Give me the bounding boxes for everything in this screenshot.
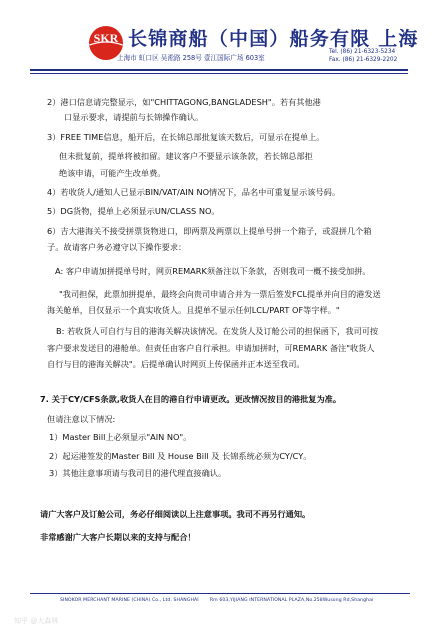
notice-3: 3）其他注意事项请与我司目的港代理直接确认。 bbox=[49, 468, 227, 478]
footer-company: SINOKOR MERCHANT MARINE (CHINA) Co., Ltd. SHANGHAI bbox=[60, 598, 199, 603]
item-7-title: 7. 关于CY/CFS条款,收货人在目的港自行申请更改。更改情况按目的港批复为准。 bbox=[40, 394, 342, 404]
contact-info bbox=[329, 48, 397, 64]
header-rule-thick bbox=[30, 69, 408, 71]
notice-2: 2）起运港签发的Master Bill 及 House Bill 及 长锦系统必须为CY/CY。 bbox=[49, 451, 312, 461]
footer bbox=[60, 598, 373, 603]
notice-1: 1）Master Bill上必须显示"AIN NO"。 bbox=[49, 432, 192, 442]
item-6-line-2: 子。故请客户务必遵守以下操作要求： bbox=[47, 242, 187, 252]
option-b-line-1: B: 若收货人可自行与目的港海关解决该情况。在发货人及订舱公司的担保函下，我司可按 bbox=[56, 326, 379, 336]
item-3-line-3: 绝该申请，可能产生改单费。 bbox=[59, 168, 166, 178]
item-3-line-1: 3）FREE TIME信息，船开后，在长锦总部批复该天数后，可显示在提单上。 bbox=[47, 132, 325, 142]
closing-line-2: 非常感谢广大客户长期以来的支持与配合！ bbox=[40, 532, 196, 542]
logo-text: SKR bbox=[93, 31, 119, 45]
footer-rule bbox=[30, 593, 410, 594]
option-a: A: 客户申请加拼提单号时，网页REMARK须备注以下条款，否则我司一概不接受加拼。 bbox=[55, 266, 371, 276]
company-address: 上海市 虹口区 吴淞路 258号 壹江国际广场 603室 bbox=[117, 54, 265, 62]
watermark: 知乎 @大森林 bbox=[14, 617, 59, 625]
tel: Tel. (86) 21-6323-5234 bbox=[329, 49, 396, 55]
header-rule-thin bbox=[30, 73, 408, 74]
closing-line-1: 请广大客户及订舱公司，务必仔细阅读以上注意事项。我司不再另行通知。 bbox=[40, 509, 311, 519]
item-5: 5）DG货物，提单上必须显示UN/CLASS NO。 bbox=[47, 206, 220, 216]
footer-address: Rm 603,YIJIANG INTERNATIONAL PLAZA,No.258Wusong Rd,Shanghai bbox=[209, 598, 374, 603]
guarantee-quote-line-1: "我司担保，此票加拼提单，最终会向贵司申请合并为一票后签发FCL提单并向目的港发送 bbox=[59, 289, 381, 299]
fax: Fax. (86) 21-6329-2202 bbox=[329, 57, 398, 63]
option-b-line-2: 客户要求发送目的港舱单。但责任由客户自行承担。申请加拼时，可REMARK 备注"收货人 bbox=[47, 343, 375, 353]
item-2-line-2: 口显示要求，请提前与长锦操作确认。 bbox=[64, 112, 204, 122]
item-6-line-1: 6）吉大港海关不接受拼票货物进口，即两票及两票以上提单号拼一个箱子，或混拼几个箱 bbox=[47, 226, 372, 236]
item-2-line-1: 2）港口信息请完整显示，如"CHITTAGONG,BANGLADESH"。若有其他港 bbox=[47, 97, 321, 107]
item-3-line-2: 但未批复前，提单将被扣留。建议客户不要显示该条款，若长锦总部拒 bbox=[59, 151, 313, 161]
guarantee-quote-line-2: 海关舱单，目仅显示一个真实收货人。且提单不显示任何LCL/PART OF等字样。" bbox=[47, 305, 340, 315]
item-4: 4）若收货人/通知人已显示BIN/VAT/AIN NO情况下，品名中可重复显示该号码。 bbox=[47, 187, 341, 197]
letterhead bbox=[0, 0, 444, 80]
notice-intro: 但请注意以下情况: bbox=[47, 414, 116, 424]
company-name: 长锦商船（中国）船务有限 上海 bbox=[128, 28, 419, 50]
option-b-line-3: 自行与目的港海关解决"。后提单确认时网页上传保函并正本送至我司。 bbox=[47, 359, 305, 369]
